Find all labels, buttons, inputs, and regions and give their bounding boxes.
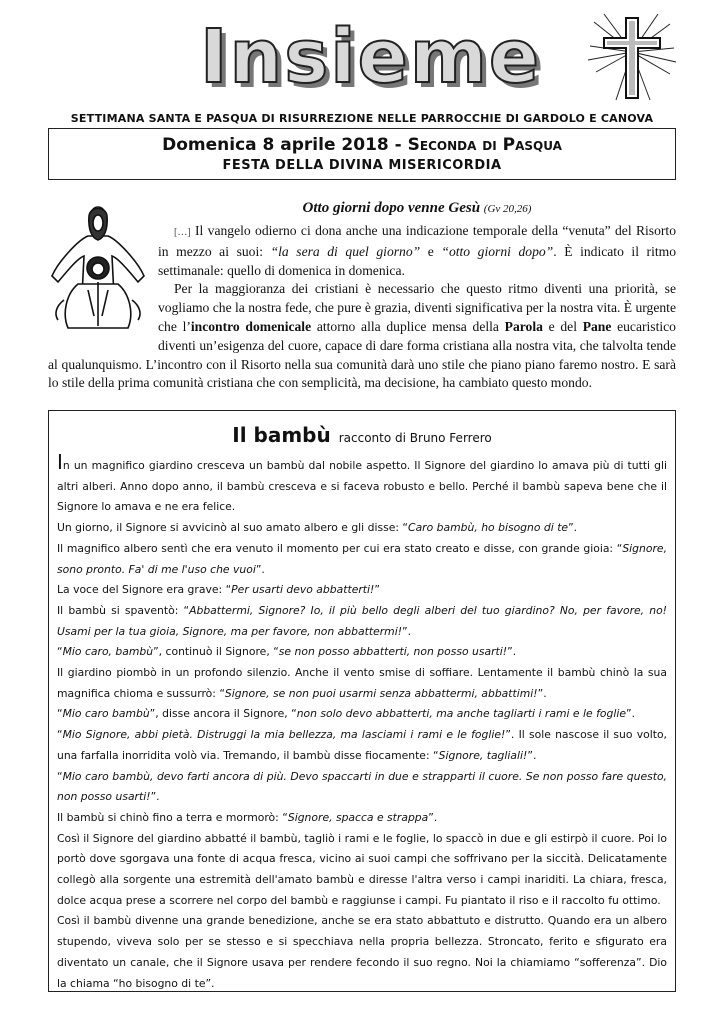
story-paragraph: “Mio Signore, abbi pietà. Distruggi la mia bellezza, ma lasciami i rami e le foglie!”. Il sole nascose il suo volto, una farfalla inorridita volò via. Tremando, il bambù disse fiocamente: “Signore, tagliali!”. (57, 728, 667, 762)
story-byline: racconto di Bruno Ferrero (338, 431, 492, 445)
drop-cap: I (57, 450, 63, 474)
date-box (48, 128, 676, 180)
story-paragraph: In un magnifico giardino cresceva un bambù dal nobile aspetto. Il Signore del giardino lo amava più di tutti gli altri alberi. Anno dopo anno, il bambù cresceva e si faceva robusto e bello. Perché il bambù sapeva bene che il Signore lo amava e ne era felice. (57, 450, 667, 514)
story-paragraph: “Mio caro, bambù”, continuò il Signore, “se non posso abbatterti, non posso usarti!”. (57, 645, 517, 659)
story-paragraph: “Mio caro bambù, devo farti ancora di più. Devo spaccarti in due e strapparti il cuore. Se non posso fare questo, non posso usarti!”. (57, 769, 667, 804)
story-paragraph: Il bambù si spaventò: “Abbattermi, Signore? Io, il più bello degli alberi del tuo giardino? No, per favore, no! Usami per la tua gioia, Signore, ma per favore, non abbattermi!”. (57, 603, 667, 638)
story-paragraph: Il giardino piombò in un profondo silenzio. Anche il vento smise di soffiare. Lentamente il bambù chinò la sua magnifica chioma e sussurrò: “Signore, se non puoi usarmi senza abbattermi, abbattimi!”. (57, 666, 667, 700)
story-paragraph: “Mio caro bambù”, disse ancora il Signore, “non solo devo abbatterti, ma anche tagliarti i rami e le foglie”. (57, 707, 636, 721)
story-paragraph: La voce del Signore era grave: “Per usarti devo abbatterti!” (57, 583, 380, 597)
story-paragraph: Così il bambù divenne una grande benedizione, anche se era stato abbattuto e distrutto. Quando era un albero stupendo, viveva solo per se stesso e si specchiava nella propria bellezza. Stroncato, ferito e sfigurato era diventato un canale, che il Signore usava per rendere fecondo il suo regno. Noi la chiamiamo “sofferenza”. Dio la chiama “ho bisogno di te”. (57, 914, 667, 990)
story-paragraph: Il bambù si chinò fino a terra e mormorò: “Signore, spacca e strappa”. (57, 810, 438, 824)
gospel-section (48, 196, 676, 396)
gospel-commentary (48, 222, 676, 393)
newsletter-title: Insieme (200, 14, 542, 100)
story-body (57, 450, 667, 994)
gospel-reference: (Gv 20,26) (483, 203, 532, 215)
feast-title: FESTA DELLA DIVINA MISERICORDIA (222, 158, 502, 173)
gospel-heading (158, 200, 676, 217)
sunday-date: Domenica 8 aprile 2018 - Seconda di Pasqua (162, 135, 562, 155)
gospel-heading-text: Otto giorni dopo venne Gesù (302, 200, 481, 216)
gospel-paragraph: […] Il vangelo odierno ci dona anche una indicazione temporale della “venuta” del Risorto in mezzo ai suoi: “la sera di quel giorno” e “otto giorni dopo”. È indicato il ritmo settimanale: quello di domenica in domenica. (158, 223, 677, 278)
story-title: Il bambù (232, 423, 331, 447)
masthead (0, 8, 724, 125)
radiant-cross-icon (586, 12, 678, 104)
gospel-paragraph: Per la maggioranza dei cristiani è necessario che questo ritmo diventi una priorità, se vogliamo che la nostra fede, che pure è grazia, diventi significativa per la nostra vita. È urgente che l’incontro domenicale attorno alla duplice mensa della Parola e del Pane eucaristico diventi un’esigenza del cuore, capace di dare forma cristiana alla nostra vita, che talvolta tende al qualunquismo. L’incontro con il Risorto nella sua comunità darà uno stile che piano piano faremo nostro. E sarà lo stile della prima comunità cristiana che con semplicità, ma decisione, ha cambiato questo mondo. (48, 281, 676, 391)
story-paragraph: Così il Signore del giardino abbatté il bambù, tagliò i rami e le foglie, lo spaccò in due e gli estirpò il cuore. Poi lo portò dove sgorgava una fonte di acqua fresca, vicino ai suoi campi che soffrivano per la siccità. Delicatamente collegò alla sorgente una estremità dell'amato bambù e diresse l'altra verso i campi inariditi. La chiara, fresca, dolce acqua prese a scorrere nel corpo del bambù e raggiunse i campi. Fu piantato il riso e il raccolto fu ottimo. (57, 831, 667, 907)
story-box (48, 410, 676, 992)
newsletter-subtitle: SETTIMANA SANTA E PASQUA DI RISURREZIONE NELLE PARROCCHIE DI GARDOLO E CANOVA (70, 112, 654, 125)
story-title-line (49, 423, 675, 447)
story-paragraph: Un giorno, il Signore si avvicinò al suo amato albero e gli disse: “Caro bambù, ho bisogno di te”. (57, 521, 578, 535)
story-paragraph: Il magnifico albero sentì che era venuto il momento per cui era stato creato e disse, con grande gioia: “Signore, sono pronto. Fa' di me l'uso che vuoi”. (57, 541, 667, 576)
